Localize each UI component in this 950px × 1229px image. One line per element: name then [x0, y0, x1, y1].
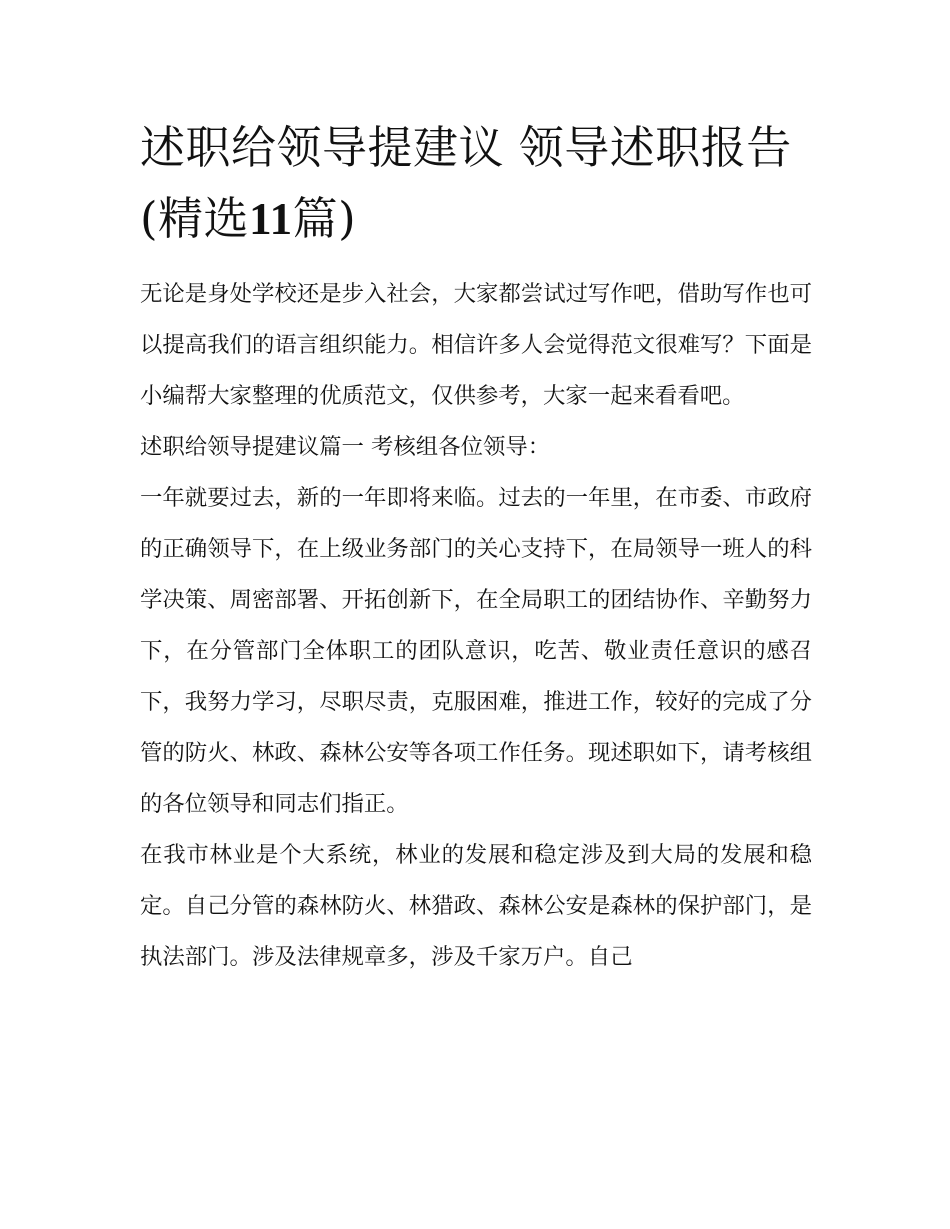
document-title: [140, 112, 812, 255]
document-page: [140, 112, 812, 983]
body-paragraph-2: 在我市林业是个大系统，林业的发展和稳定涉及到大局的发展和稳定。自己分管的森林防火、林猎政、森林公安是森林的保护部门，是执法部门。涉及法律规章多，涉及千家万户。自己: [140, 842, 812, 970]
body-paragraph-1: 一年就要过去，新的一年即将来临。过去的一年里，在市委、市政府的正确领导下，在上级业务部门的关心支持下，在局领导一班人的科学决策、周密部署、开拓创新下，在全局职工的团结协作、辛勤努力下，在分管部门全体职工的团队意识，吃苦、敬业责任意识的感召下，我努力学习，尽职尽责，克服困难，推进工作，较好的完成了分管的防火、林政、森林公安等各项工作任务。现述职如下，请考核组的各位领导和同志们指正。: [140, 485, 812, 817]
title-number: 11: [249, 194, 293, 244]
intro-paragraph: 无论是身处学校还是步入社会，大家都尝试过写作吧，借助写作也可以提高我们的语言组织能力。相信许多人会觉得范文很难写？下面是小编帮大家整理的优质范文，仅供参考，大家一起来看看吧。: [140, 281, 812, 409]
section-heading-paragraph: 述职给领导提建议篇一 考核组各位领导：: [140, 434, 551, 460]
title-suffix: 篇): [292, 192, 357, 245]
title-text: 述职给领导提建议 领导述职报告(精选: [140, 121, 792, 245]
